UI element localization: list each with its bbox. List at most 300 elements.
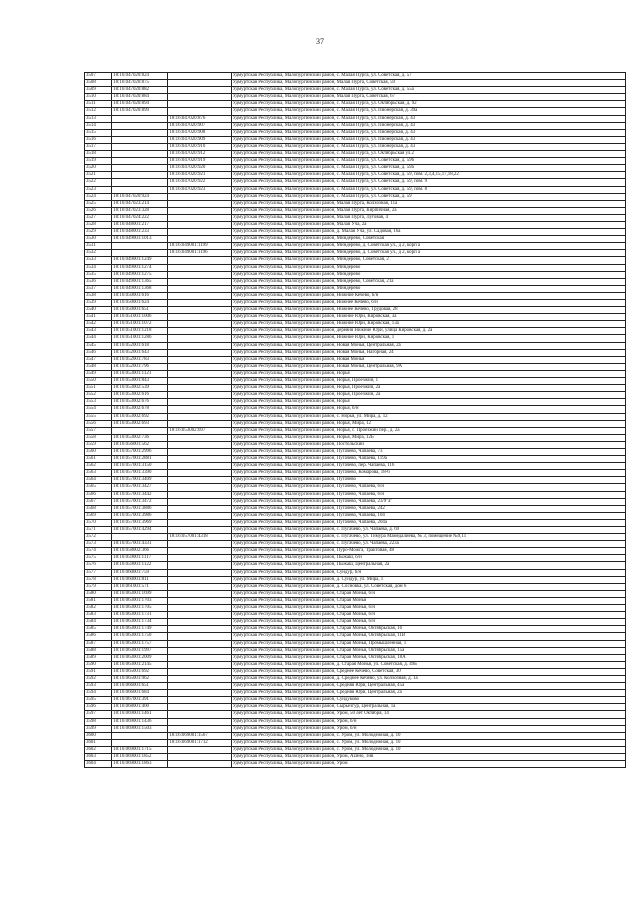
- table-row: [85, 612, 626, 619]
- parent-cadastral-number: [168, 335, 231, 342]
- address: Удмуртская Республика, Малопургинский район, Пугачево: [231, 477, 625, 484]
- parent-cadastral-number: [168, 626, 231, 633]
- table-row: [85, 697, 626, 704]
- table-row: [85, 363, 626, 370]
- row-number: 3597: [85, 711, 112, 718]
- row-number: 3520: [85, 165, 112, 172]
- table-row: [85, 484, 626, 491]
- table-row: [85, 519, 626, 526]
- table-row: [85, 307, 626, 314]
- parent-cadastral-number: [168, 441, 231, 448]
- table-row: [85, 541, 626, 548]
- row-number: 3593: [85, 683, 112, 690]
- table-row: [85, 505, 626, 512]
- address: Удмуртская Республика, Малопургинский район, Старая Монья, Промышленная, 1: [231, 640, 625, 647]
- address: Удмуртская Республика, Малопургинский район, Миндерево: [231, 271, 625, 278]
- address: Удмуртская Республика, Малопургинский район, Нижние Юри, Кировская, 3а: [231, 314, 625, 321]
- table-row: [85, 420, 626, 427]
- address: Удмуртская Республика, Малопургинский район, Пуро-Можга, Трактовая, 48: [231, 548, 625, 555]
- address: Удмуртская Республика, Малопургинский район, Нижние Кечево, б/н: [231, 292, 625, 299]
- row-number: 3549: [85, 370, 112, 377]
- cadastral-number: 18:16:063001:1997: [112, 647, 168, 654]
- address: Удмуртская Республика, Малопургинский район, Миндерево, Советская, 2: [231, 257, 625, 264]
- cadastral-number: 18:16:060001:759: [112, 569, 168, 576]
- row-number: 3598: [85, 718, 112, 725]
- parent-cadastral-number: [168, 300, 231, 307]
- address: Удмуртская Республика, Малопургинский район, Старая Монья, б/н: [231, 612, 625, 619]
- row-number: 3582: [85, 605, 112, 612]
- row-number: 3585: [85, 626, 112, 633]
- cadastral-number: 18:16:053002:693: [112, 420, 168, 427]
- parent-cadastral-number: [168, 619, 231, 626]
- address: Удмуртская Республика, Малопургинский район, Малая Уча, 2а: [231, 221, 625, 228]
- table-row: [85, 683, 626, 690]
- row-number: 3541: [85, 314, 112, 321]
- cadastral-number: 18:16:063001:1731: [112, 612, 168, 619]
- cadastral-number: 18:16:053002:692: [112, 413, 168, 420]
- cadastral-number: 18:16:051001:1286: [112, 335, 168, 342]
- address: Удмуртская Республика, Малопургинский район, Миндерево: [231, 285, 625, 292]
- cadastral-number: [112, 186, 168, 193]
- parent-cadastral-number: [168, 548, 231, 555]
- table-row: [85, 129, 626, 136]
- parent-cadastral-number: [168, 413, 231, 420]
- cadastral-number: [112, 732, 168, 739]
- table-row: [85, 463, 626, 470]
- address: Удмуртская Республика, Малопургинский район, Норья, Проезжий, 2а: [231, 392, 625, 399]
- parent-cadastral-number: [168, 385, 231, 392]
- address: Удмуртская Республика, Малопургинский район, с. Малая Пурга, ул. Пионерская, д. 39а: [231, 108, 625, 115]
- table-row: [85, 711, 626, 718]
- cadastral-number: [112, 172, 168, 179]
- cadastral-number: 18:16:069001:1503: [112, 725, 168, 732]
- cadastral-number: 18:16:051001:1072: [112, 321, 168, 328]
- table-row: [85, 250, 626, 257]
- cadastral-number: 18:16:049001:1249: [112, 257, 168, 264]
- address: Удмуртская Республика, Малопургинский район, Малая Пурга, Советская, 59: [231, 80, 625, 87]
- table-row: [85, 427, 626, 434]
- parent-cadastral-number: 18:16:047020:907: [168, 122, 231, 129]
- row-number: 3515: [85, 129, 112, 136]
- cadastral-number: [112, 136, 168, 143]
- table-row: [85, 186, 626, 193]
- table-row: [85, 448, 626, 455]
- parent-cadastral-number: [168, 711, 231, 718]
- address: Удмуртская Республика, Малопургинский район, Пугачево, пер. Чапаева, 116: [231, 463, 625, 470]
- cadastral-number: 18:16:067001:391: [112, 697, 168, 704]
- row-number: 3534: [85, 264, 112, 271]
- parent-cadastral-number: [168, 477, 231, 484]
- address: Удмуртская Республика, Малопургинский район, с. Норья, ул. Мира, д. 12: [231, 413, 625, 420]
- parent-cadastral-number: [168, 690, 231, 697]
- table-row: [85, 399, 626, 406]
- row-number: 3514: [85, 122, 112, 129]
- table-row: [85, 654, 626, 661]
- address: Удмуртская Республика, Малопургинский район, с. Малая Пурга, ул. Пионерская, д. 43: [231, 129, 625, 136]
- table-row: [85, 300, 626, 307]
- row-number: 3555: [85, 413, 112, 420]
- parent-cadastral-number: [168, 392, 231, 399]
- address: Удмуртская Республика, Малопургинский район, с. Малая Пурга, ул. Пионерская, д. 43: [231, 115, 625, 122]
- parent-cadastral-number: [168, 363, 231, 370]
- parent-cadastral-number: [168, 456, 231, 463]
- cadastral-number: 18:16:049001:1368: [112, 285, 168, 292]
- row-number: 3572: [85, 534, 112, 541]
- parent-cadastral-number: 18:16:047020:922: [168, 179, 231, 186]
- address: Удмуртская Республика, Малопургинский район, Старая Монья, б/н: [231, 619, 625, 626]
- address: Удмуртская Республика, Малопургинский район, д. Малая Уча, ул. Садовая, 16а: [231, 229, 625, 236]
- parent-cadastral-number: [168, 214, 231, 221]
- row-number: 3603: [85, 754, 112, 761]
- cadastral-number: 18:16:063001:1757: [112, 640, 168, 647]
- row-number: 3571: [85, 527, 112, 534]
- table-row: [85, 136, 626, 143]
- address: Удмуртская Республика, Малопургинский район, Пугачево, Чапаева, 73: [231, 448, 625, 455]
- table-row: [85, 73, 626, 80]
- row-number: 3525: [85, 200, 112, 207]
- parent-cadastral-number: [168, 314, 231, 321]
- cadastral-number: 18:16:047020:884: [112, 94, 168, 101]
- cadastral-number: 18:16:063001:1699: [112, 590, 168, 597]
- address: Удмуртская Республика, Малопургинский район, д. Среднее Кечево, ул. Колхозная, д. 1а: [231, 675, 625, 682]
- address: Удмуртская Республика, Малопургинский район, Новая Монья, Нагорная, 24: [231, 349, 625, 356]
- address: Удмуртская Республика, Малопургинский район, Старая Монья: [231, 597, 625, 604]
- parent-cadastral-number: [168, 654, 231, 661]
- address: Удмуртская Республика, Малопургинский район, Старая Монья, Октябрьская, 11В: [231, 633, 625, 640]
- cadastral-number: 18:16:069001:1715: [112, 746, 168, 753]
- parent-cadastral-number: 18:16:047020:919: [168, 158, 231, 165]
- table-row: [85, 725, 626, 732]
- parent-cadastral-number: [168, 448, 231, 455]
- parent-cadastral-number: [168, 257, 231, 264]
- cadastral-number: 18:16:049001:1365: [112, 278, 168, 285]
- cadastral-number: 18:16:053002:616: [112, 392, 168, 399]
- row-number: 3531: [85, 243, 112, 250]
- cadastral-number: 18:16:052001:783: [112, 356, 168, 363]
- parent-cadastral-number: [168, 633, 231, 640]
- property-table: [84, 72, 626, 768]
- parent-cadastral-number: [168, 420, 231, 427]
- cadastral-number: 18:16:047023:328: [112, 207, 168, 214]
- parent-cadastral-number: [168, 236, 231, 243]
- parent-cadastral-number: 18:16:047020:923: [168, 186, 231, 193]
- address: Удмуртская Республика, Малопургинский район, Норья, Проезжий, 1: [231, 378, 625, 385]
- table-row: [85, 597, 626, 604]
- row-number: 3570: [85, 519, 112, 526]
- row-number: 3545: [85, 342, 112, 349]
- row-number: 3548: [85, 363, 112, 370]
- table-row: [85, 314, 626, 321]
- table-row: [85, 441, 626, 448]
- row-number: 3563: [85, 470, 112, 477]
- table-row: [85, 349, 626, 356]
- table-row: [85, 214, 626, 221]
- row-number: 3573: [85, 541, 112, 548]
- table-row: [85, 94, 626, 101]
- cadastral-number: 18:16:063001:2145: [112, 661, 168, 668]
- address: Удмуртская Республика, Малопургинский район, Норья, б/н: [231, 406, 625, 413]
- parent-cadastral-number: [168, 569, 231, 576]
- parent-cadastral-number: [168, 761, 231, 768]
- table-row: [85, 569, 626, 576]
- table-row: [85, 257, 626, 264]
- row-number: 3584: [85, 619, 112, 626]
- row-number: 3577: [85, 569, 112, 576]
- table-row: [85, 661, 626, 668]
- row-number: 3566: [85, 491, 112, 498]
- cadastral-number: 18:16:065001:962: [112, 675, 168, 682]
- address: Удмуртская Республика, Малопургинский район, Уром: [231, 761, 625, 768]
- parent-cadastral-number: [168, 378, 231, 385]
- table-row: [85, 236, 626, 243]
- table-row: [85, 321, 626, 328]
- address: Удмуртская Республика, Малопургинский район, Миндерево: [231, 264, 625, 271]
- parent-cadastral-number: 18:16:047020:920: [168, 165, 231, 172]
- table-row: [85, 406, 626, 413]
- cadastral-number: 18:16:057001:3390: [112, 470, 168, 477]
- parent-cadastral-number: [168, 406, 231, 413]
- table-row: [85, 200, 626, 207]
- cadastral-number: [112, 165, 168, 172]
- cadastral-number: [112, 739, 168, 746]
- parent-cadastral-number: [168, 754, 231, 761]
- address: Удмуртская Республика, Малопургинский район, Пыжаш, б/н: [231, 555, 625, 562]
- row-number: 3510: [85, 94, 112, 101]
- row-number: 3561: [85, 456, 112, 463]
- table-row: [85, 278, 626, 285]
- row-number: 3529: [85, 229, 112, 236]
- cadastral-number: 18:16:047020:924: [112, 193, 168, 200]
- cadastral-number: 18:16:069001:1461: [112, 711, 168, 718]
- parent-cadastral-number: [168, 207, 231, 214]
- cadastral-number: 18:16:068001:400: [112, 704, 168, 711]
- address: Удмуртская Республика, Малопургинский район, Пугачево, Чапаева, б/н: [231, 491, 625, 498]
- row-number: 3601: [85, 739, 112, 746]
- table-row: [85, 675, 626, 682]
- table-row: [85, 583, 626, 590]
- cadastral-number: [112, 250, 168, 257]
- table-row: [85, 151, 626, 158]
- row-number: 3523: [85, 186, 112, 193]
- parent-cadastral-number: 18:16:047020:876: [168, 115, 231, 122]
- table-row: [85, 590, 626, 597]
- address: Удмуртская Республика, Малопургинский район, с. Малая Пурга, ул. Пионерская, д. 43: [231, 143, 625, 150]
- address: Удмуртская Республика, Малопургинский район, с. Пугачево, ул. Чапаева, д. 69: [231, 527, 625, 534]
- address: Удмуртская Республика, Малопургинский район, Уром, б/н: [231, 725, 625, 732]
- address: Удмуртская Республика, Малопургинский район, с. Уром, ул. Молодежная, д. 10: [231, 732, 625, 739]
- cadastral-number: [112, 129, 168, 136]
- row-number: 3533: [85, 257, 112, 264]
- cadastral-number: 18:16:069001:1852: [112, 754, 168, 761]
- row-number: 3578: [85, 576, 112, 583]
- row-number: 3596: [85, 704, 112, 711]
- parent-cadastral-number: [168, 193, 231, 200]
- row-number: 3589: [85, 654, 112, 661]
- cadastral-number: 18:16:063001:1749: [112, 626, 168, 633]
- address: Удмуртская Республика, Малопургинский район, Норья: [231, 370, 625, 377]
- cadastral-number: 18:16:069001:1436: [112, 718, 168, 725]
- address: Удмуртская Республика, Малопургинский район, Пугачево, Чапаева, 23/9"а": [231, 498, 625, 505]
- cadastral-number: [112, 534, 168, 541]
- row-number: 3509: [85, 87, 112, 94]
- row-number: 3567: [85, 498, 112, 505]
- page-number: 37: [316, 37, 324, 46]
- address: Удмуртская Республика, Малопургинский район, Старая Монья, Октябрьская, 15а: [231, 647, 625, 654]
- cadastral-number: 18:16:052001:618: [112, 342, 168, 349]
- address: Удмуртская Республика, Малопургинский район, Норья: [231, 399, 625, 406]
- parent-cadastral-number: [168, 434, 231, 441]
- table-row: [85, 576, 626, 583]
- row-number: 3524: [85, 193, 112, 200]
- cadastral-number: [112, 158, 168, 165]
- cadastral-number: 18:16:056001:562: [112, 441, 168, 448]
- row-number: 3579: [85, 583, 112, 590]
- table-row: [85, 640, 626, 647]
- address: Удмуртская Республика, Малопургинский район, с. Малая Пурга, ул. Пионерская, д. 43: [231, 136, 625, 143]
- parent-cadastral-number: [168, 278, 231, 285]
- parent-cadastral-number: 18:16:047020:909: [168, 136, 231, 143]
- cadastral-number: 18:16:057001:4331: [112, 541, 168, 548]
- parent-cadastral-number: [168, 229, 231, 236]
- parent-cadastral-number: [168, 562, 231, 569]
- table-row: [85, 243, 626, 250]
- table-row: [85, 229, 626, 236]
- address: Удмуртская Республика, Малопургинский район, с. Малая Пурга, ул. Советская, д. 59, пом. 9: [231, 179, 625, 186]
- cadastral-number: 18:16:059001:1122: [112, 562, 168, 569]
- row-number: 3544: [85, 335, 112, 342]
- table-row: [85, 456, 626, 463]
- address: Удмуртская Республика, Малопургинский район, Сундур, б/н: [231, 569, 625, 576]
- table-row: [85, 342, 626, 349]
- cadastral-number: 18:16:063001:1703: [112, 597, 168, 604]
- parent-cadastral-number: [168, 94, 231, 101]
- cadastral-number: 18:16:061001:571: [112, 583, 168, 590]
- cadastral-number: 18:16:057001:3442: [112, 491, 168, 498]
- address: Удмуртская Республика, Малопургинский район, Сырьезгур, Центральная, 1а: [231, 704, 625, 711]
- table-row: [85, 633, 626, 640]
- address: Удмуртская Республика, Малопургинский район, Новая Монья, Центральная, 2а: [231, 342, 625, 349]
- row-number: 3592: [85, 675, 112, 682]
- table-row: [85, 271, 626, 278]
- parent-cadastral-number: [168, 519, 231, 526]
- address: Удмуртская Республика, Малопургинский район, Сундуково: [231, 697, 625, 704]
- row-number: 3568: [85, 505, 112, 512]
- table-row: [85, 115, 626, 122]
- table-row: [85, 172, 626, 179]
- address: Удмуртская Республика, Малопургинский район, д. Старая Монья, ул. Советская, д. 49Б: [231, 661, 625, 668]
- table-row: [85, 470, 626, 477]
- row-number: 3539: [85, 300, 112, 307]
- parent-cadastral-number: [168, 370, 231, 377]
- table-row: [85, 108, 626, 115]
- row-number: 3518: [85, 151, 112, 158]
- row-number: 3560: [85, 448, 112, 455]
- parent-cadastral-number: [168, 697, 231, 704]
- table-row: [85, 555, 626, 562]
- parent-cadastral-number: 18:16:047020:921: [168, 172, 231, 179]
- cadastral-number: 18:16:057001:3472: [112, 498, 168, 505]
- table-body: [85, 73, 626, 768]
- parent-cadastral-number: [168, 590, 231, 597]
- table-row: [85, 328, 626, 335]
- table-row: [85, 158, 626, 165]
- cadastral-number: 18:16:057001:3986: [112, 512, 168, 519]
- cadastral-number: 18:16:050001:624: [112, 300, 168, 307]
- address: Удмуртская Республика, Малопургинский район, Малая Пурга, Колхозная, 11а: [231, 200, 625, 207]
- table-row: [85, 165, 626, 172]
- cadastral-number: 18:16:047024:222: [112, 214, 168, 221]
- parent-cadastral-number: [168, 342, 231, 349]
- parent-cadastral-number: [168, 328, 231, 335]
- address: Удмуртская Республика, Малопургинский район, Старая Монья, б/н: [231, 605, 625, 612]
- parent-cadastral-number: 18:16:047020:908: [168, 129, 231, 136]
- cadastral-number: 18:16:059001:1117: [112, 555, 168, 562]
- parent-cadastral-number: [168, 612, 231, 619]
- table-row: [85, 605, 626, 612]
- row-number: 3528: [85, 221, 112, 228]
- address: Удмуртская Республика, Малопургинский район, с. Малая Пурга, ул. Октябрьская, д. 92: [231, 101, 625, 108]
- row-number: 3581: [85, 597, 112, 604]
- row-number: 3516: [85, 136, 112, 143]
- row-number: 3551: [85, 385, 112, 392]
- row-number: 3559: [85, 441, 112, 448]
- cadastral-number: 18:16:050001:651: [112, 307, 168, 314]
- cadastral-number: 18:16:052001:643: [112, 349, 168, 356]
- cadastral-number: 18:16:049001:1013: [112, 236, 168, 243]
- parent-cadastral-number: [168, 356, 231, 363]
- parent-cadastral-number: [168, 597, 231, 604]
- address: Удмуртская Республика, Малопургинский район, Малая Пурга, Луговая, 4: [231, 214, 625, 221]
- table-row: [85, 370, 626, 377]
- address: Удмуртская Республика, Малопургинский район, с. Малая Пурга, ул. Пионерская, д. 43: [231, 122, 625, 129]
- address: Удмуртская Республика, Малопургинский район, Пугачево, Комарова, 18-6: [231, 470, 625, 477]
- address: Удмуртская Республика, Малопургинский район, Постольский: [231, 441, 625, 448]
- table-row: [85, 207, 626, 214]
- parent-cadastral-number: [168, 527, 231, 534]
- address: Удмуртская Республика, Малопургинский район, д. Сундур, ул. Мира, 1: [231, 576, 625, 583]
- table-row: [85, 292, 626, 299]
- table-row: [85, 690, 626, 697]
- row-number: 3562: [85, 463, 112, 470]
- table-row: [85, 534, 626, 541]
- row-number: 3586: [85, 633, 112, 640]
- table-row: [85, 221, 626, 228]
- parent-cadastral-number: [168, 704, 231, 711]
- table-row: [85, 512, 626, 519]
- parent-cadastral-number: [168, 725, 231, 732]
- parent-cadastral-number: [168, 321, 231, 328]
- cadastral-number: 18:16:057001:4294: [112, 527, 168, 534]
- row-number: 3583: [85, 612, 112, 619]
- table-row: [85, 761, 626, 768]
- table-row: [85, 562, 626, 569]
- address: Удмуртская Республика, Малопургинский район, Нижние Юри, Кировская, 1: [231, 335, 625, 342]
- address: Удмуртская Республика, Малопургинский район, с. Малая Пурга, ул. Советская, д. 59а: [231, 165, 625, 172]
- parent-cadastral-number: [168, 512, 231, 519]
- cadastral-number: 18:16:053001:843: [112, 378, 168, 385]
- parent-cadastral-number: [168, 399, 231, 406]
- row-number: 3556: [85, 420, 112, 427]
- address: Удмуртская Республика, Малопургинский район, с. Пугачево, ул. Чапаева, 223а: [231, 541, 625, 548]
- cadastral-number: 18:16:047020:882: [112, 87, 168, 94]
- address: Удмуртская Республика, Малопургинский район, деревня Нижние Юри, улица Кировская, д. 2а: [231, 328, 625, 335]
- parent-cadastral-number: 18:16:069001:1567: [168, 732, 231, 739]
- cadastral-number: 18:16:047020:894: [112, 101, 168, 108]
- table-row: [85, 491, 626, 498]
- row-number: 3595: [85, 697, 112, 704]
- row-number: 3569: [85, 512, 112, 519]
- address: Удмуртская Республика, Малопургинский район, Старая Монья, Октябрьская, 18А: [231, 654, 625, 661]
